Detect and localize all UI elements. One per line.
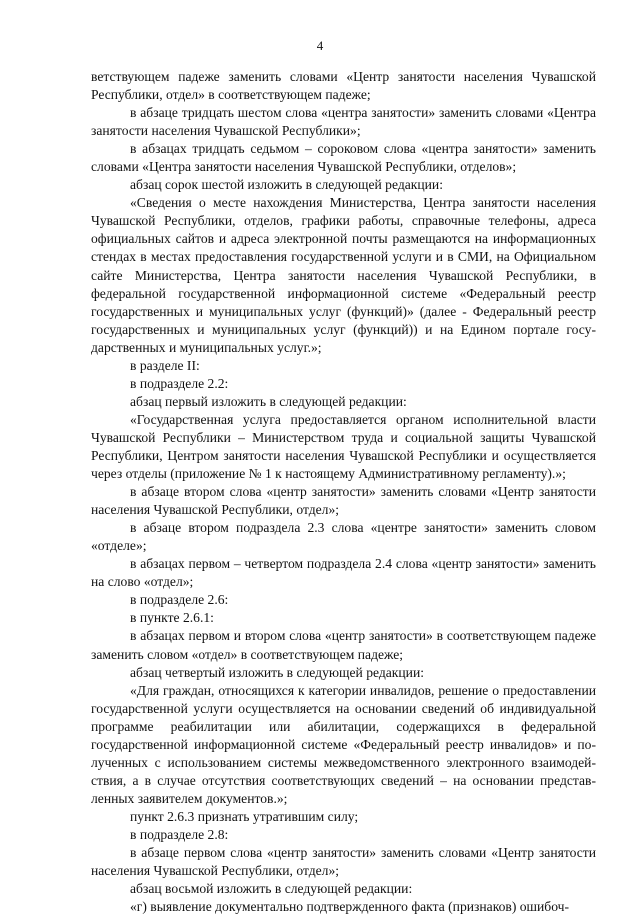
paragraph: в подразделе 2.6: [130,592,229,608]
paragraph: абзац первый изложить в следующей редакции: [130,393,407,409]
paragraph: в абзацах первом и втором слова «центр занятости» в соответствующем падеже заменить словом «отдел» в соответствующем падеже; [91,628,596,662]
paragraph: в абзаце втором подраздела 2.3 слова «центре занятости» заменить словом «отделе»; [91,520,596,554]
paragraph: ветствующем падеже заменить словами «Центр занятости населения Чувашской Республики, отдел» в соответствующем падеже; [91,69,596,103]
paragraph: в подразделе 2.2: [130,375,229,391]
paragraph: в абзаце первом слова «центр занятости» заменить словами «Центр занятости населения Чувашской Республики, отдел»; [91,845,596,879]
paragraph: «Сведения о месте нахождения Министерства, Центра занятости населения Чувашской Республики, отделов, графики работы, справочные телефоны, адреса официальных сайтов и адреса электронной почты размещаются на информационных стендах в местах предоставления государственной услуги и в СМИ, на Официальном сайте Министерства, Центра занятости населения Чувашской Республики, в федеральной государственной информационной системе «Федеральный реестр государственных и муниципальных услуг (функций)» (далее - Федеральный реестр государственных и муниципальных услуг (функций)) и на Едином портале государственных и муниципальных услуг.»; [91,195,596,355]
paragraph: в пункте 2.6.1: [130,610,214,626]
paragraph: абзац четвертый изложить в следующей редакции: [130,664,425,680]
paragraph: абзац восьмой изложить в следующей редакции: [130,881,413,897]
paragraph: в абзацах первом – четвертом подраздела 2.4 слова «центр занятости» заменить на слово «отдел»; [91,556,596,590]
paragraph: в абзаце тридцать шестом слова «центра занятости» заменить словами «Центра занятости населения Чувашской Республики»; [91,105,596,139]
paragraph: в абзаце втором слова «центр занятости» заменить словами «Центр занятости населения Чувашской Республики, отдел»; [91,484,596,518]
paragraph: «г) выявление документально подтвержденного факта (признаков) ошибоч- [130,899,570,915]
paragraph: «Государственная услуга предоставляется органом исполнительной власти Чувашской Республики – Министерством труда и социальной защиты Чувашской Республики, Центром занятости населения Чувашской Республики и осуществляется через отделы (приложение № 1 к настоящему Административному регламенту).»; [91,411,596,482]
paragraph: в разделе II: [130,357,200,373]
paragraph: абзац сорок шестой изложить в следующей редакции: [130,177,443,193]
document-body [91,68,596,916]
paragraph: в подразделе 2.8: [130,826,229,842]
paragraph: пункт 2.6.3 признать утратившим силу; [130,808,359,824]
page-number: 4 [316,38,324,53]
paragraph: в абзацах тридцать седьмом – сороковом слова «центра занятости» заменить словами «Центра занятости населения Чувашской Республики, отделов»; [91,141,596,175]
paragraph: «Для граждан, относящихся к категории инвалидов, решение о предоставлении государственной услуги осуществляется на основании сведений об индивидуальной программе реабилитации или абилитации, содержащихся в федеральной государственной информационной системе «Федеральный реестр инвалидов» и полученных с использованием системы межведомственного электронного взаимодействия, а в случае отсутствия соответствующих сведений – на основании представленных заявителем документов.»; [91,682,596,806]
